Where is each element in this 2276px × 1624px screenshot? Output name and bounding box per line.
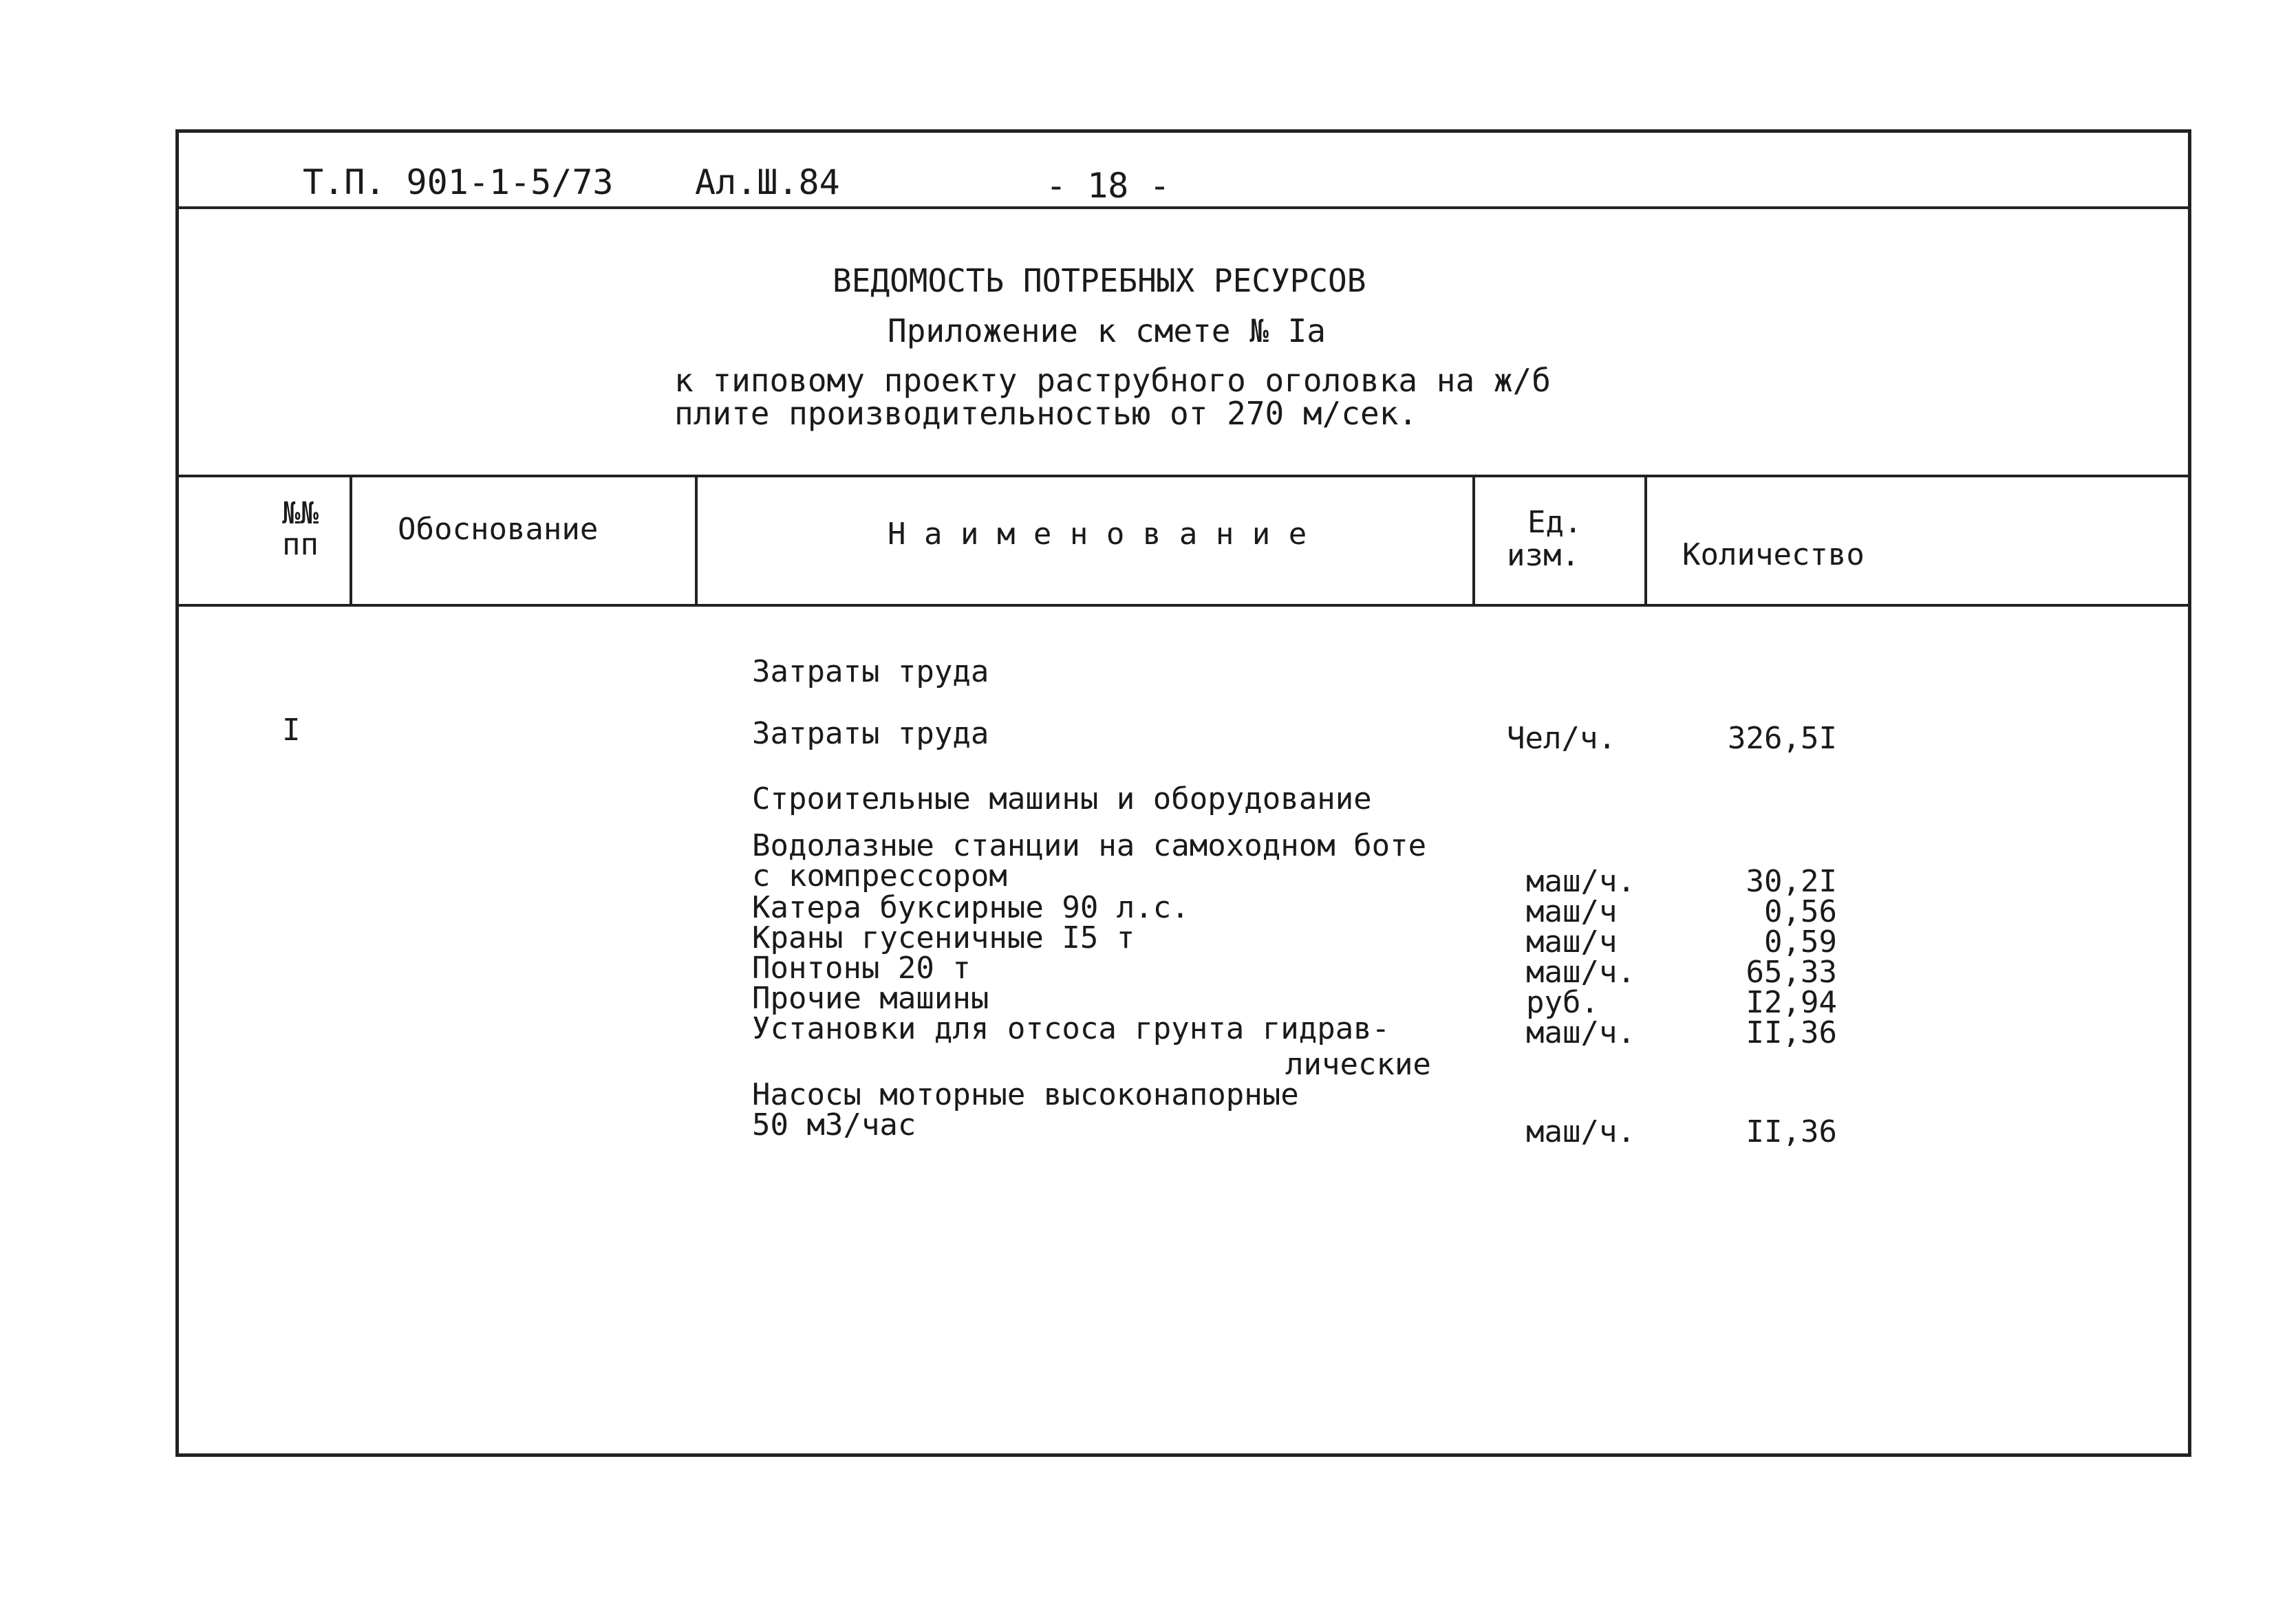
column-header-name: Н а и м е н о в а н и е xyxy=(888,517,1307,552)
page-number: - 18 - xyxy=(1046,166,1170,206)
row-quantity: 65,33 xyxy=(1746,955,1837,990)
list-item: лические xyxy=(1285,1047,1431,1082)
list-item: Насосы моторные высоконапорные xyxy=(752,1077,1299,1112)
list-item: Катера буксирные 90 л.с. xyxy=(752,890,1190,925)
list-item: с компрессором xyxy=(752,858,1007,894)
row-unit: маш/ч. xyxy=(1526,1114,1635,1149)
list-item: Понтоны 20 т xyxy=(752,951,971,986)
column-header-quantity: Количество xyxy=(1682,537,1865,572)
row-quantity: II,36 xyxy=(1746,1114,1837,1149)
column-header-unit: Ед. xyxy=(1527,505,1582,540)
column-header-unit-2: изм. xyxy=(1507,538,1580,573)
project-code: Т.П. 901-1-5/73 xyxy=(303,162,614,202)
column-divider-2 xyxy=(695,475,698,605)
list-item: 50 м3/час xyxy=(752,1107,916,1143)
table-header-bottom-border xyxy=(175,604,2191,607)
list-item: Краны гусеничные I5 т xyxy=(752,920,1135,955)
row-quantity: 0,56 xyxy=(1764,894,1837,929)
row-unit: маш/ч. xyxy=(1526,955,1635,990)
doc-subtitle: Приложение к смете № Iа xyxy=(888,312,1326,349)
row-unit: маш/ч. xyxy=(1526,1015,1635,1050)
column-divider-4 xyxy=(1644,475,1647,605)
row-unit: маш/ч. xyxy=(1526,864,1635,899)
list-item: Установки для отсоса грунта гидрав- xyxy=(752,1011,1391,1046)
row-quantity: II,36 xyxy=(1746,1015,1837,1050)
album-code: Ал.Ш.84 xyxy=(695,162,840,202)
table-top-border xyxy=(175,475,2191,477)
doc-title: ВЕДОМОСТЬ ПОТРЕБНЫХ РЕСУРСОВ xyxy=(833,262,1366,299)
labor-row-number: I xyxy=(282,713,301,748)
doc-description-line2: плите производительностью от 270 м/сек. xyxy=(674,395,1418,432)
section-heading-labor: Затраты труда xyxy=(752,654,989,689)
row-unit: руб. xyxy=(1526,985,1599,1020)
list-item: Прочие машины xyxy=(752,981,989,1016)
row-unit: маш/ч xyxy=(1526,894,1618,929)
column-header-number-2: пп xyxy=(282,527,319,562)
column-divider-1 xyxy=(350,475,352,605)
list-item: Водолазные станции на самоходном боте xyxy=(752,828,1427,863)
labor-row-unit: Чел/ч. xyxy=(1507,721,1616,756)
column-divider-3 xyxy=(1472,475,1475,605)
row-quantity: 30,2I xyxy=(1746,864,1837,899)
column-header-basis: Обоснование xyxy=(398,512,599,547)
labor-row-name: Затраты труда xyxy=(752,716,989,751)
row-quantity: I2,94 xyxy=(1746,985,1837,1020)
row-unit: маш/ч xyxy=(1526,924,1618,960)
section-heading-machines: Строительные машины и оборудование xyxy=(752,781,1372,816)
row-quantity: 0,59 xyxy=(1764,924,1837,960)
column-header-number: №№ xyxy=(282,496,319,531)
doc-description-line1: к типовому проекту раструбного оголовка на ж/б xyxy=(674,362,1551,399)
header-divider xyxy=(175,206,2191,209)
labor-row-quantity: 326,5I xyxy=(1728,721,1837,756)
